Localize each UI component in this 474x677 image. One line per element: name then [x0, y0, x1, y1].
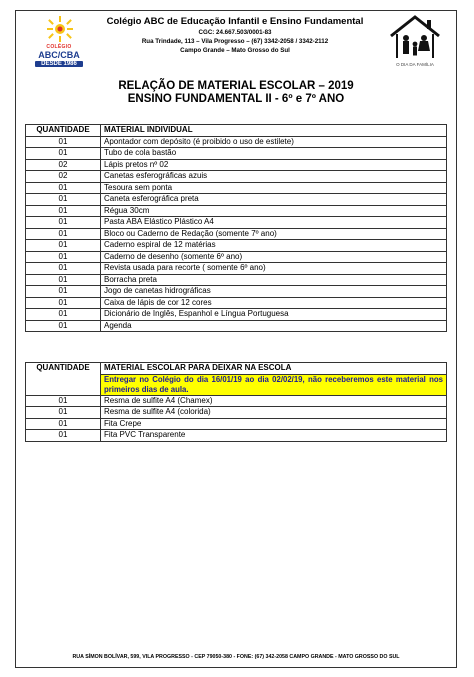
material-cell: Dicionário de Inglês, Espanhol e Língua Portuguesa	[101, 309, 447, 321]
school-logo	[29, 16, 89, 72]
table-header-row	[26, 125, 447, 137]
material-header: MATERIAL INDIVIDUAL	[101, 125, 447, 137]
school-material-rows	[26, 395, 447, 441]
material-cell: Lápis pretos nº 02	[101, 159, 447, 171]
school-name: Colégio ABC de Educação Infantil e Ensino Fundamental	[106, 16, 364, 27]
quantity-cell: 01	[26, 395, 101, 407]
table-row	[26, 320, 447, 332]
family-logo-caption: O DIA DA FAMÍLIA	[396, 62, 434, 67]
table-row	[26, 228, 447, 240]
material-cell: Revista usada para recorte ( somente 6º ano)	[101, 263, 447, 275]
quantity-cell: 01	[26, 182, 101, 194]
quantity-cell: 01	[26, 263, 101, 275]
family-logo	[387, 14, 443, 70]
quantity-cell: 01	[26, 251, 101, 263]
title-line-1: RELAÇÃO DE MATERIAL ESCOLAR – 2019	[118, 80, 354, 92]
title-line-2: ENSINO FUNDAMENTAL II - 6º e 7º ANO	[127, 93, 345, 105]
quantity-cell: 02	[26, 171, 101, 183]
quantity-header: QUANTIDADE	[26, 125, 101, 137]
logo-since-text: DESDE 1986	[35, 61, 83, 67]
quantity-cell: 01	[26, 136, 101, 148]
quantity-cell: 01	[26, 297, 101, 309]
quantity-cell: 01	[26, 274, 101, 286]
quantity-cell: 01	[26, 205, 101, 217]
logo-name-text: ABC/CBA	[38, 50, 80, 60]
delivery-notice: Entregar no Colégio do dia 16/01/19 ao dia 02/02/19, não receberemos este material nos primeiros dias de aula.	[101, 374, 447, 395]
material-cell: Apontador com depósito (é proibido o uso de estilete)	[101, 136, 447, 148]
material-cell: Borracha preta	[101, 274, 447, 286]
table-row	[26, 205, 447, 217]
material-cell: Tesoura sem ponta	[101, 182, 447, 194]
quantity-cell: 01	[26, 309, 101, 321]
school-cgc: CGC: 24.667.503/0001-83	[198, 29, 272, 36]
page-border	[15, 10, 457, 668]
individual-material-table	[25, 124, 447, 332]
material-cell: Agenda	[101, 320, 447, 332]
quantity-header: QUANTIDADE	[26, 363, 101, 396]
document-title	[15, 80, 457, 106]
material-cell: Resma de sulfite A4 (colorida)	[101, 407, 447, 419]
quantity-cell: 02	[26, 159, 101, 171]
material-cell: Caderno de desenho (somente 6º ano)	[101, 251, 447, 263]
school-city: Campo Grande – Mato Grosso do Sul	[180, 47, 290, 54]
material-cell: Pasta ABA Elástico Plástico A4	[101, 217, 447, 229]
table-row	[26, 430, 447, 442]
material-cell: Caixa de lápis de cor 12 cores	[101, 297, 447, 309]
material-cell: Fita PVC Transparente	[101, 430, 447, 442]
quantity-cell: 01	[26, 430, 101, 442]
individual-material-rows	[26, 136, 447, 332]
table-row	[26, 309, 447, 321]
material-cell: Jogo de canetas hidrográficas	[101, 286, 447, 298]
quantity-cell: 01	[26, 194, 101, 206]
sun-logo-icon	[47, 16, 73, 42]
material-cell: Resma de sulfite A4 (Chamex)	[101, 395, 447, 407]
material-cell: Canetas esferográficas azuis	[101, 171, 447, 183]
quantity-cell: 01	[26, 217, 101, 229]
quantity-cell: 01	[26, 148, 101, 160]
quantity-cell: 01	[26, 286, 101, 298]
table-row	[26, 286, 447, 298]
table-row	[26, 148, 447, 160]
material-cell: Tubo de cola bastão	[101, 148, 447, 160]
quantity-cell: 01	[26, 240, 101, 252]
quantity-cell: 01	[26, 320, 101, 332]
school-info	[95, 16, 375, 55]
material-cell: Caneta esferográfica preta	[101, 194, 447, 206]
logo-colegio-text: COLÉGIO	[46, 44, 72, 50]
table-row	[26, 297, 447, 309]
school-address: Rua Trindade, 113 – Vila Progresso – (67) 3342-2058 / 3342-2112	[141, 38, 329, 45]
table-row	[26, 407, 447, 419]
table-row	[26, 171, 447, 183]
table-header-row	[26, 363, 447, 375]
table-row	[26, 182, 447, 194]
table-row	[26, 251, 447, 263]
quantity-cell: 01	[26, 407, 101, 419]
footer-address: RUA SÍMON BOLÍVAR, 599, VILA PROGRESSO - CEP 79050-380 - FONE: (67) 342-2058 CAMPO GRANDE - MATO GROSSO DO SUL	[72, 654, 400, 660]
table-row	[26, 240, 447, 252]
school-material-table	[25, 362, 447, 442]
material-header: MATERIAL ESCOLAR PARA DEIXAR NA ESCOLA	[101, 363, 447, 375]
table-row	[26, 217, 447, 229]
table-row	[26, 194, 447, 206]
table-row	[26, 263, 447, 275]
table-row	[26, 418, 447, 430]
quantity-cell: 01	[26, 228, 101, 240]
table-row	[26, 159, 447, 171]
quantity-cell: 01	[26, 418, 101, 430]
table-row	[26, 395, 447, 407]
family-house-icon	[387, 14, 443, 62]
material-cell: Bloco ou Caderno de Redação (somente 7º ano)	[101, 228, 447, 240]
material-cell: Caderno espiral de 12 matérias	[101, 240, 447, 252]
material-cell: Fita Crepe	[101, 418, 447, 430]
table-row	[26, 274, 447, 286]
material-cell: Régua 30cm	[101, 205, 447, 217]
table-row	[26, 136, 447, 148]
document-header	[15, 10, 457, 70]
